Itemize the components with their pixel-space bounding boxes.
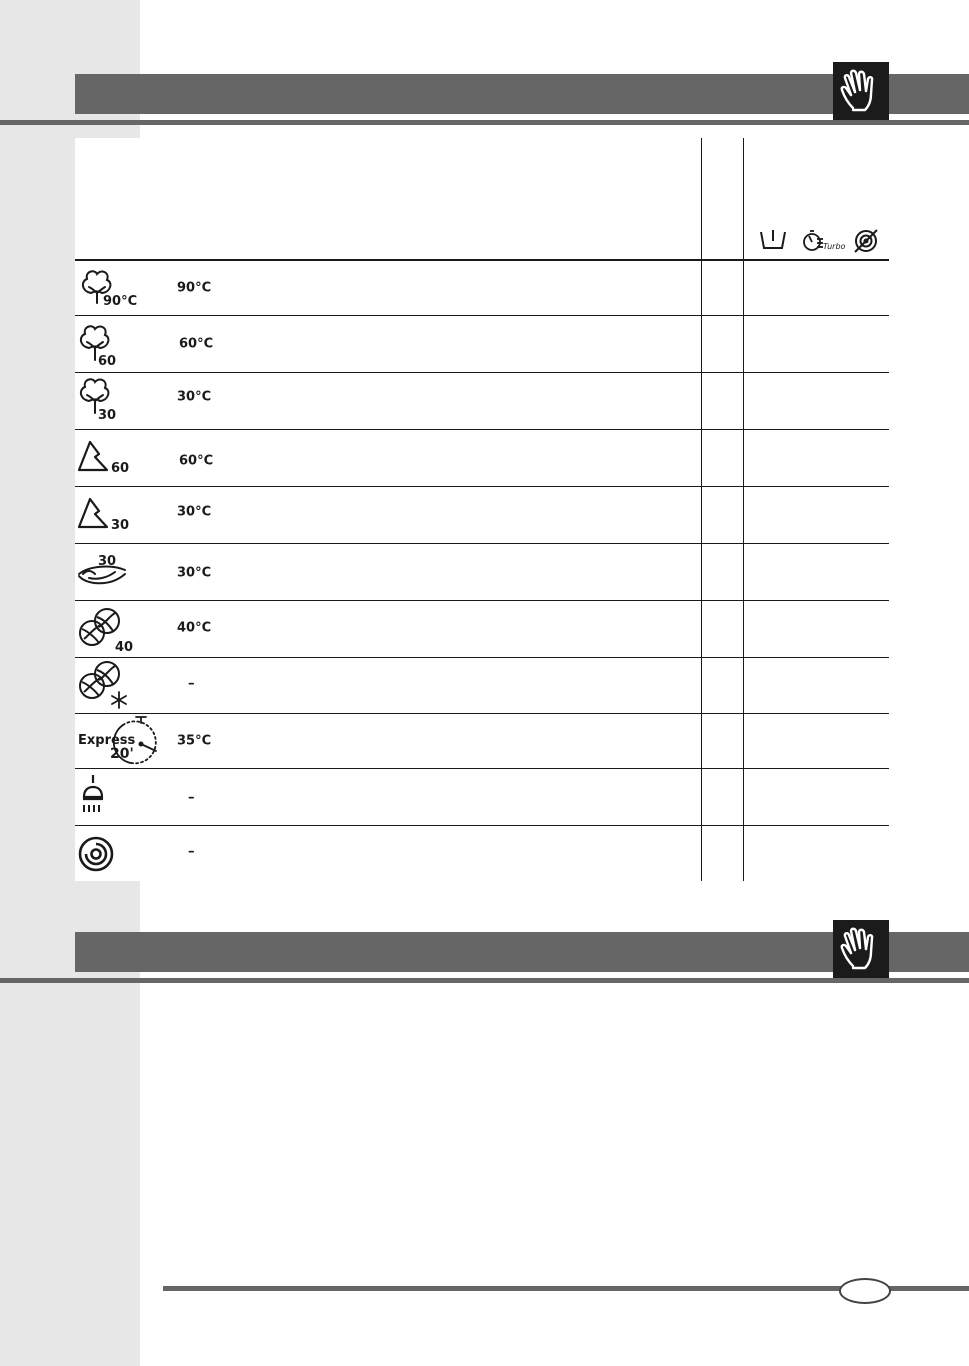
temperature: 30°C — [177, 504, 212, 520]
programme-table — [75, 138, 889, 881]
options-icons — [755, 222, 889, 258]
temperature: 40°C — [177, 620, 212, 636]
programme-label: 30 — [98, 408, 117, 423]
programme-label: 90°C — [103, 294, 138, 309]
temperature: 60°C — [179, 453, 214, 469]
table-row — [75, 544, 889, 600]
temperature: – — [188, 676, 195, 692]
temperature: – — [188, 790, 195, 806]
cotton-icon — [75, 316, 165, 372]
table-row — [75, 601, 889, 657]
temperature: 35°C — [177, 733, 212, 749]
wool-icon — [75, 601, 165, 657]
table-row — [75, 714, 889, 768]
temperature: 60°C — [179, 336, 214, 352]
cotton-icon — [75, 373, 165, 429]
programme-label: 60 — [111, 461, 130, 476]
table-row — [75, 487, 889, 543]
table-row — [75, 430, 889, 486]
delicates-feather-icon — [75, 544, 165, 600]
section-rule-2 — [0, 978, 969, 983]
express-time-label: 20' — [110, 746, 134, 762]
cotton-icon — [75, 261, 165, 315]
programme-label: 40 — [115, 640, 134, 655]
table-row — [75, 826, 889, 881]
programme-label: 30 — [111, 518, 130, 533]
turbo-timer-icon — [804, 231, 823, 250]
temperature: 90°C — [177, 280, 212, 296]
no-spin-icon — [855, 230, 877, 252]
temperature: 30°C — [177, 389, 212, 405]
hand-icon — [839, 926, 883, 972]
prewash-icon — [761, 230, 785, 248]
snowflake-icon — [112, 692, 126, 708]
spin-icon — [75, 826, 165, 881]
table-row — [75, 658, 889, 713]
programme-label: 60 — [98, 354, 117, 369]
table-row — [75, 316, 889, 372]
express-label: Express — [78, 733, 136, 748]
hand-wash-badge-1 — [833, 62, 889, 120]
temperature: – — [188, 844, 195, 860]
page-number-oval — [839, 1278, 891, 1304]
section-rule-1 — [0, 120, 969, 125]
table-row — [75, 261, 889, 315]
express-timer-icon — [75, 714, 167, 768]
table-row — [75, 769, 889, 825]
synthetics-icon — [75, 430, 165, 486]
table-row — [75, 373, 889, 429]
rinse-icon — [75, 769, 165, 825]
options-header — [755, 222, 889, 258]
synthetics-icon — [75, 487, 165, 543]
temperature: 30°C — [177, 565, 212, 581]
programme-label: 30 — [98, 554, 117, 569]
turbo-label: Turbo — [823, 242, 846, 251]
wool-cold-icon — [75, 658, 165, 713]
hand-icon — [839, 68, 883, 114]
hand-wash-badge-2 — [833, 920, 889, 978]
